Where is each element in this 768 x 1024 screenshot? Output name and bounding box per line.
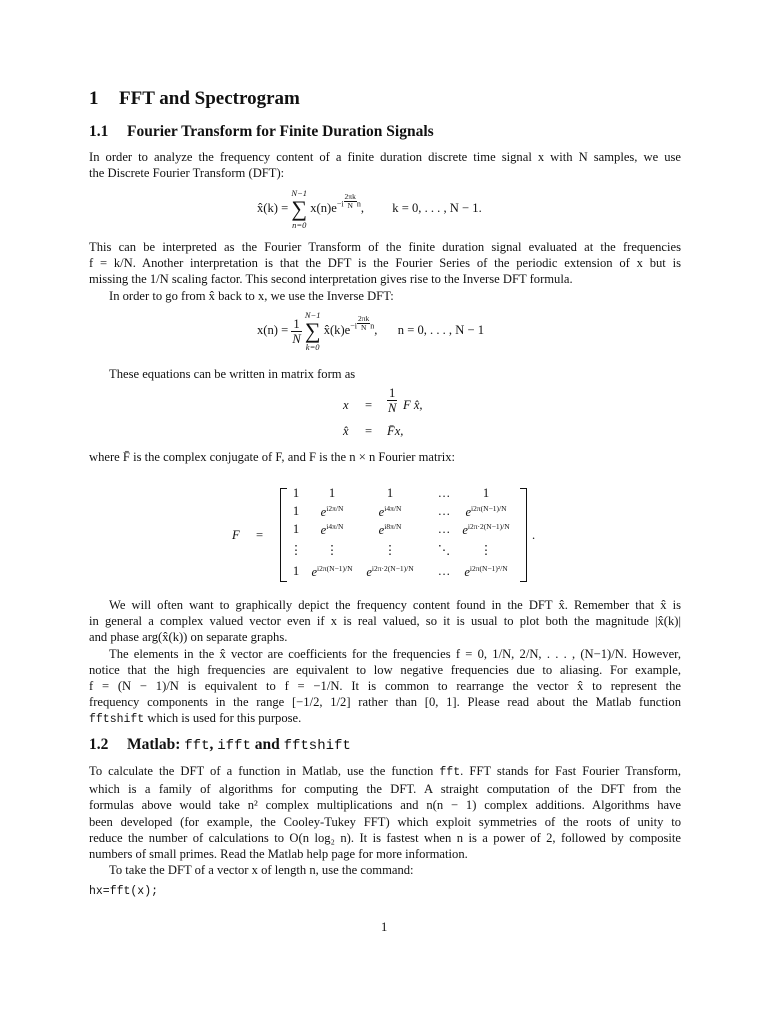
matrix-cell: $e^{i2\pi(N-1)/N}$ xyxy=(465,504,507,520)
text-line: the Discrete Fourier Transform (DFT): xyxy=(89,166,285,181)
matrix-cell: … xyxy=(437,522,451,536)
text-line: reduce the number of calculations to O(n log₂ n). It is fastest when n is a power of 2, followed by composite xyxy=(89,830,681,845)
section-number: 1 xyxy=(89,88,99,109)
matrix-cell: $e^{i2\pi\cdot 2(N-1)/N}$ xyxy=(366,564,414,580)
matrix-form-equations: x = $\frac{1}{N}$ F x̂, x̂ = F̄x, xyxy=(343,386,423,438)
text-line: To calculate the DFT of a function in Matlab, use the function fft. FFT stands for Fast Fourier Transform, xyxy=(89,764,681,779)
text-line: f = (N − 1)/N is equivalent to f = −1/N. It is common to rearrange the vector x̂ to represent the xyxy=(89,679,681,694)
text-line: notice that the high frequencies are equivalent to low negative frequencies due to aliasing. For example, xyxy=(89,662,681,677)
text-line: In order to go from x̂ back to x, we use the Inverse DFT: xyxy=(109,288,394,303)
text-line: We will often want to graphically depict the frequency content found in the DFT x̂. Remember that x̂ is xyxy=(109,598,681,612)
subsection-heading-2: 1.2 Matlab: fft, ifft and fftshift xyxy=(89,736,351,754)
paragraph-interpretation xyxy=(89,239,681,304)
eq-body: x̂(k)e xyxy=(323,322,351,337)
matrix-lhs: F xyxy=(232,528,240,542)
matrix-cell: 1 xyxy=(292,522,300,536)
code-fft: fft xyxy=(439,766,461,779)
sum-upper: N−1 xyxy=(291,188,308,198)
text-line: The elements in the x̂ vector are coefficients for the frequencies f = 0, 1/N, 2/N, . . . , (N−1)/N. However, xyxy=(109,646,681,661)
code-block: hx=fft(x); xyxy=(89,885,159,898)
eq-range: n = 0, . . . , N − 1 xyxy=(397,322,485,337)
eq-range: k = 0, . . . , N − 1. xyxy=(392,200,482,215)
code-fftshift: fftshift xyxy=(283,738,351,754)
subsection-number: 1.1 xyxy=(89,123,109,140)
matrix-cell: $e^{i2\pi(N-1)/N}$ xyxy=(311,564,353,580)
eq-body: x(n)e xyxy=(310,200,337,215)
matrix-cell: 1 xyxy=(292,504,300,518)
eq-lhs: x̂ xyxy=(343,424,349,438)
text-line: This can be interpreted as the Fourier Transform of the finite duration signal evaluated at the frequencies xyxy=(89,240,681,254)
code-fft: fft xyxy=(184,738,210,754)
matrix-cell: … xyxy=(437,504,451,518)
matrix-cell: 1 xyxy=(328,486,336,500)
text-line: To take the DFT of a vector x of length n, use the command: xyxy=(109,863,414,878)
dft-equation: x̂(k) = N−1 ∑ n=0 $x(n)e^{-i}$ $\frac{2\pi k}{N}$ $^n$, k = 0, . . . , N − 1. xyxy=(257,188,482,230)
right-bracket xyxy=(520,488,527,582)
text-line: formulas above would take n² complex multiplications and n(n − 1) complex additions. Algorithms have xyxy=(89,798,681,813)
matrix-cell: ⋮ xyxy=(383,543,397,557)
eq-lhs: x(n) = xyxy=(257,322,289,337)
code-fftshift: fftshift xyxy=(89,713,145,727)
matrix-cell: ⋮ xyxy=(325,543,339,557)
text-line: f = k/N. Another interpretation is that the DFT is the Fourier Series of the periodic extension of x but is xyxy=(89,256,681,271)
section-heading xyxy=(89,88,300,110)
subsection-title: Fourier Transform for Finite Duration Signals xyxy=(127,123,434,140)
matrix-cell: $e^{i4\pi/N}$ xyxy=(378,504,402,520)
text-line: fftshift which is used for this purpose. xyxy=(89,711,302,727)
matrix-cell: ⋮ xyxy=(479,543,493,557)
fraction: $\frac{1}{N}$ xyxy=(292,316,301,346)
matrix-cell: … xyxy=(437,486,451,500)
idft-equation: x(n) = $\frac{1}{N}$ N−1 ∑ k=0 $x̂(k)e^{-i}$ $\frac{2\pi k}{N}$ $^n$, n = 0, . . . , N − 1 xyxy=(257,310,485,352)
code-ifft: ifft xyxy=(217,738,251,754)
paragraph-graph xyxy=(89,597,681,729)
matrix-cell: $e^{i2\pi\cdot 2(N-1)/N}$ xyxy=(462,522,510,538)
matrix-cell: $e^{i4\pi/N}$ xyxy=(320,522,344,538)
section-title: FFT and Spectrogram xyxy=(119,88,300,109)
exp-fraction: $\frac{2\pi k}{N}$ xyxy=(344,191,356,210)
subsection-heading-1 xyxy=(89,123,434,141)
paragraph-matlab xyxy=(89,763,681,878)
paragraph-fourier-matrix xyxy=(89,449,681,465)
matrix-cell: ⋱ xyxy=(437,543,451,557)
sum-lower: k=0 xyxy=(305,342,320,352)
matrix-cell: $e^{i2\pi(N-1)^2/N}$ xyxy=(464,564,508,580)
matrix-cell: 1 xyxy=(292,564,300,578)
matrix-cell: 1 xyxy=(292,486,300,500)
eq-exponent: −i xyxy=(336,199,344,209)
summation xyxy=(305,310,321,352)
matrix-cell: $e^{i8\pi/N}$ xyxy=(378,522,402,538)
eq-rhs: F x̂, xyxy=(403,398,423,412)
fraction: $\frac{1}{N}$ xyxy=(387,386,397,415)
text-line: been developed (for example, the Cooley-Tukey FFT) which exploit symmetries of the roots of unity to xyxy=(89,814,681,829)
paragraph-intro xyxy=(89,149,681,181)
fourier-matrix: F = . 1 1 1 … 1 1 $e^{i2\pi/N}$ $e^{i4\pi/N}$ … $e^{i2\pi(N-1)/N}$ 1 $e^{i4\pi/N}$ $e^{i8\pi/N}$ … $e^{i2\pi\cdot 2(N-1)/N}$ ⋮ ⋮ ⋮ ⋱ ⋮ 1 $e^{i2\pi(N-1)/N}$ $e^{i2\pi\cdot 2(N-1)/N}$ … $e^{i2\pi(N-1)^2/N}$ xyxy=(230,486,540,586)
page-number: 1 xyxy=(381,920,388,934)
eq-lhs: x xyxy=(343,398,349,412)
text-line: In order to analyze the frequency content of a finite duration discrete time signal x with N samples, we use xyxy=(89,150,681,164)
exp-fraction: $\frac{2\pi k}{N}$ xyxy=(358,313,370,332)
matrix-cell: $e^{i2\pi/N}$ xyxy=(320,504,344,520)
matrix-cell: 1 xyxy=(386,486,394,500)
paragraph-matrix-form xyxy=(89,366,681,382)
eq-rhs: F̄x, xyxy=(387,424,404,438)
summation xyxy=(291,188,307,230)
text-line: and phase arg(x̂(k)) on separate graphs. xyxy=(89,630,288,645)
eq-lhs: x̂(k) = xyxy=(257,200,289,215)
text-line: which is a family of algorithms for computing the DFT. A straight computation of the DFT from the xyxy=(89,782,681,797)
text-line: in general a complex valued vector even if x is real valued, so it is usual to plot both the magnitude |x̂(k)| xyxy=(89,614,681,629)
text-line: where F̄ is the complex conjugate of F, and F is the n × n Fourier matrix: xyxy=(89,450,455,464)
subsection-number: 1.2 xyxy=(89,736,109,753)
matrix-cell: … xyxy=(437,564,451,578)
text-line: numbers of small primes. Read the Matlab help page for more information. xyxy=(89,847,468,862)
matrix-cell: ⋮ xyxy=(289,543,303,557)
text-line: missing the 1/N scaling factor. This second interpretation gives rise to the Inverse DFT formula. xyxy=(89,272,573,287)
sum-lower: n=0 xyxy=(292,220,307,230)
sigma-symbol: ∑ xyxy=(304,318,321,343)
sum-upper: N−1 xyxy=(304,310,321,320)
sigma-symbol: ∑ xyxy=(291,196,308,221)
text-line: These equations can be written in matrix form as xyxy=(109,367,356,381)
matrix-cell: 1 xyxy=(482,486,490,500)
text-line: frequency components in the range [−1/2, 1/2] rather than [0, 1]. Please read about the Matlab function xyxy=(89,695,681,710)
